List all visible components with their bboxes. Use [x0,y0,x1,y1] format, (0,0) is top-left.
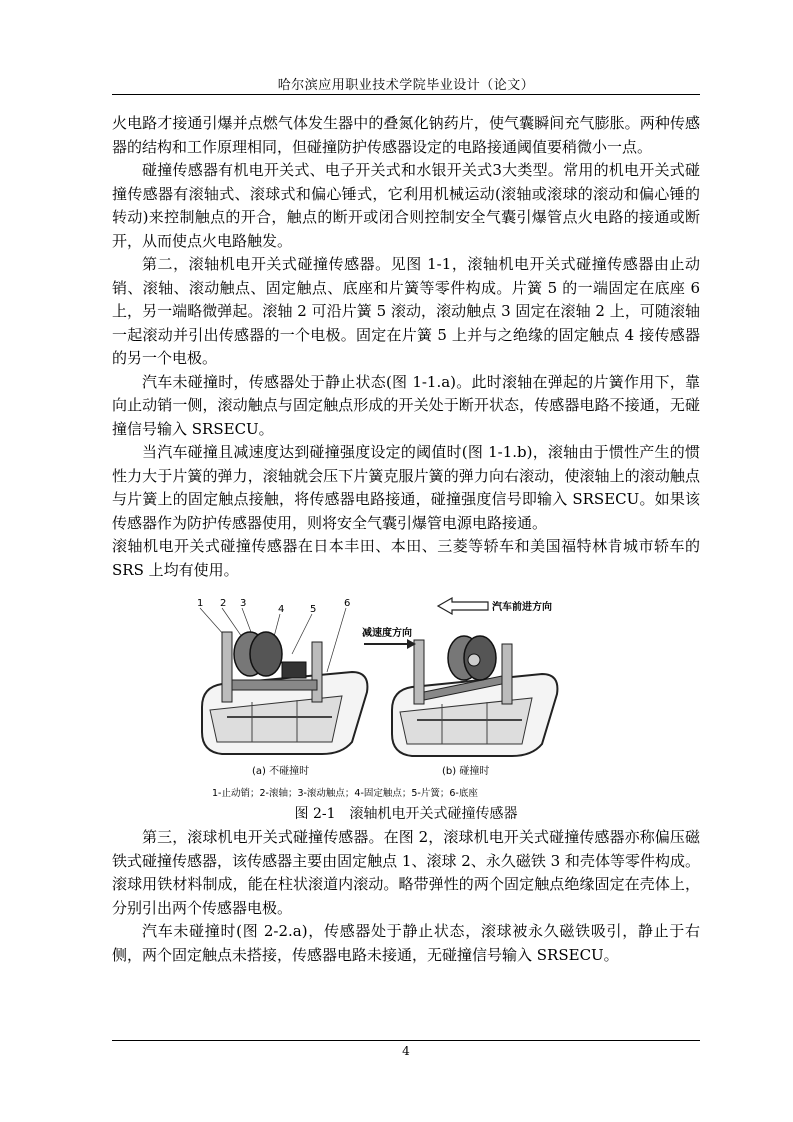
callout-4: 4 [278,604,285,615]
sensor-right-drawing [392,636,557,756]
paragraph: 第三，滚球机电开关式碰撞传感器。在图 2，滚球机电开关式碰撞传感器亦称偏压磁铁式碰撞传感器，该传感器主要由固定触点 1、滚球 2、永久磁铁 3 和壳体等零件构成。滚球用铁材料制成，能在柱状滚道内滚动。略带弹性的两个固定触点绝缘固定在壳体上，分别引出两个传感器电极。 [112,828,700,917]
paragraph: 汽车未碰撞时，传感器处于静止状态(图 1-1.a)。此时滚轴在弹起的片簧作用下，靠向止动销一侧，滚动触点与固定触点形成的开关处于断开状态，传感器电路不接通，无碰撞信号输入 SRSECU。 [112,372,700,438]
decel-label: 减速度方向 [362,628,412,639]
callout-6: 6 [344,598,351,609]
paragraph: 汽车未碰撞时(图 2-2.a)，传感器处于静止状态，滚球被永久磁铁吸引，静止于右侧，两个固定触点未搭接，传感器电路未接通，无碰撞信号输入 SRSECU。 [112,922,700,964]
sensor-figure [112,592,700,802]
paragraph: 当汽车碰撞且减速度达到碰撞强度设定的阈值时(图 1-1.b)，滚轴由于惯性产生的惯性力大于片簧的弹力，滚轴就会压下片簧克服片簧的弹力向右滚动，使滚轴上的滚动触点与片簧上的固定触点接触，将传感器电路接通，碰撞强度信号即输入 SRSECU。如果该传感器作为防护传感器使用，则将安全气囊引爆管电源电路接通。 [112,443,700,532]
subcaption-a: (a) 不碰撞时 [252,766,310,777]
footer-divider [112,1040,700,1041]
callout-1: 1 [197,598,204,609]
page-number: 4 [402,1044,410,1058]
page-header: 哈尔滨应用职业技术学院毕业设计（论文） [277,78,535,93]
document-body [112,112,700,967]
direction-arrow-icon [438,598,488,614]
subcaption-b: (b) 碰撞时 [442,766,490,777]
callout-5: 5 [310,604,317,615]
paragraph: 滚轴机电开关式碰撞传感器在日本丰田、本田、三菱等轿车和美国福特林肯城市轿车的 SRS 上均有使用。 [112,537,700,579]
callout-3: 3 [240,598,247,609]
paragraph: 碰撞传感器有机电开关式、电子开关式和水银开关式3大类型。常用的机电开关式碰撞传感器有滚轴式、滚球式和偏心锤式，它利用机械运动(滚轴或滚球的滚动和偏心锤的转动)来控制触点的开合，触点的断开或闭合则控制安全气囊引爆管点火电路的接通或断开，从而使点火电路触发。 [112,161,700,250]
paragraph: 火电路才接通引爆并点燃气体发生器中的叠氮化钠药片，使气囊瞬间充气膨胀。两种传感器的结构和工作原理相同，但碰撞防护传感器设定的电路接通阈值要稍微小一点。 [112,114,700,156]
callout-2: 2 [220,598,227,609]
header-divider [112,94,700,95]
paragraph: 第二，滚轴机电开关式碰撞传感器。见图 1-1，滚轴机电开关式碰撞传感器由止动销、滚轴、滚动触点、固定触点、底座和片簧等零件构成。片簧 5 的一端固定在底座 6 上，另一端略微弹起。滚轴 2 可沿片簧 5 滚动，滚动触点 3 固定在滚轴 2 上，可随滚轴一起滚动并引出传感器的一个电极。固定在片簧 5 上并与之绝缘的固定触点 4 接传感器的另一个电极。 [112,255,700,367]
direction-label: 汽车前进方向 [492,602,552,613]
sensor-illustration [192,592,572,802]
decel-arrow-icon [364,639,416,649]
sensor-left-drawing [202,632,367,754]
figure-legend: 1-止动销；2-滚轴；3-滚动触点；4-固定触点；5-片簧；6-底座 [212,788,478,799]
figure-caption: 图 2-1 滚轴机电开关式碰撞传感器 [294,806,518,822]
